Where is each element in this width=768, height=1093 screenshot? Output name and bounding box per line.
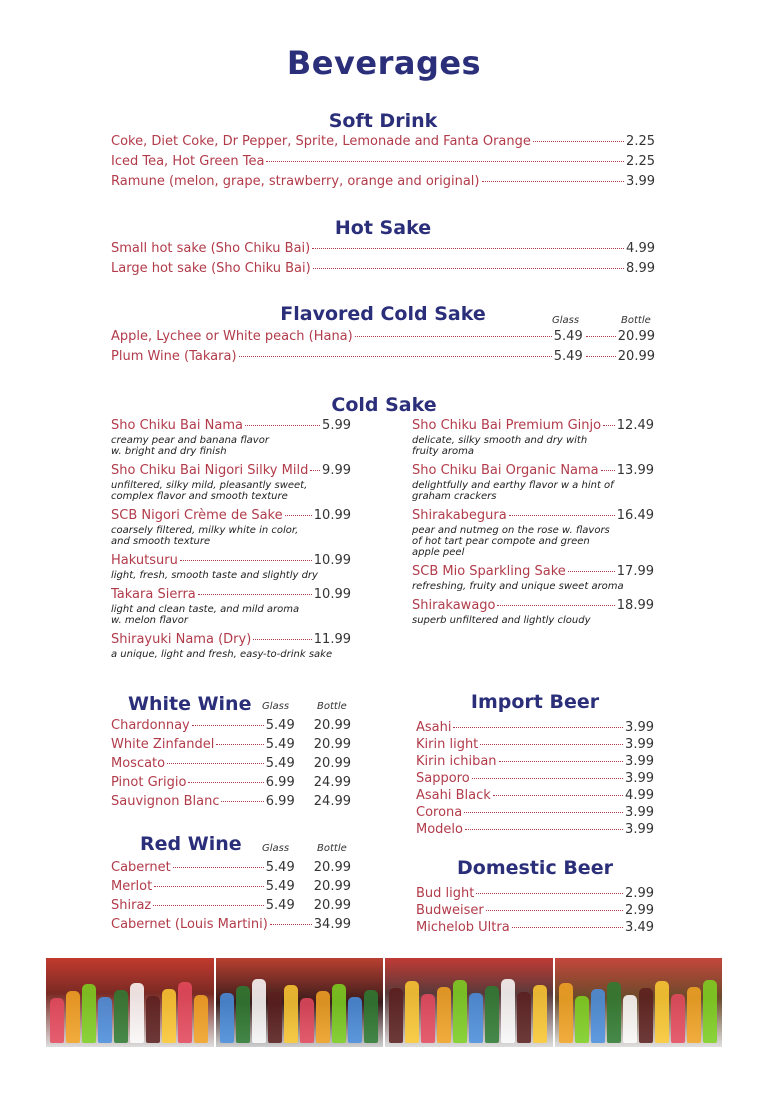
menu-item: SCB Nigori Crème de Sake 10.99 — [111, 508, 351, 523]
menu-item: Small hot sake (Sho Chiku Bai) 4.99 — [111, 241, 655, 256]
dot-leader — [188, 782, 263, 783]
bottle-icon — [178, 982, 192, 1043]
bottle-icon — [485, 986, 499, 1043]
menu-item: Plum Wine (Takara) 5.49 20.99 — [111, 349, 655, 364]
menu-item: Hakutsuru 10.99 — [111, 553, 351, 568]
bottle-icon — [236, 986, 250, 1043]
dot-leader — [480, 744, 623, 745]
bottle-icon — [316, 991, 330, 1043]
bottle-label: Bottle — [317, 843, 347, 854]
flavored-cold-sake-section — [111, 303, 655, 369]
dot-leader — [476, 893, 623, 894]
bottle-icon — [639, 988, 653, 1043]
dot-leader — [493, 795, 623, 796]
bottle-icon — [98, 997, 112, 1043]
menu-item: Coke, Diet Coke, Dr Pepper, Sprite, Lemonade and Fanta Orange 2.25 — [111, 134, 655, 149]
bottle-icon — [703, 980, 717, 1043]
bottle-icon — [130, 983, 144, 1043]
dot-leader — [453, 727, 623, 728]
glass-label: Glass — [262, 701, 290, 712]
sake-item — [412, 564, 654, 592]
bottle-label: Bottle — [317, 701, 347, 712]
menu-item: Budweiser 2.99 — [416, 903, 654, 918]
menu-item: Kirin ichiban 3.99 — [416, 754, 654, 769]
item-description: light, fresh, smooth taste and slightly dry — [111, 570, 318, 581]
dot-leader — [486, 910, 623, 911]
menu-item: Kirin light 3.99 — [416, 737, 654, 752]
bottle-icon — [421, 994, 435, 1043]
bottle-icon — [364, 990, 378, 1043]
item-description: refreshing, fruity and unique sweet aroma — [412, 581, 624, 592]
dot-leader — [355, 336, 552, 337]
sake-item — [111, 587, 351, 626]
dot-leader — [482, 181, 625, 182]
bottle-icon — [517, 992, 531, 1043]
bottle-icon — [591, 989, 605, 1043]
bottle-icon — [82, 984, 96, 1043]
bottle-label: Bottle — [621, 315, 651, 326]
dot-leader — [253, 639, 312, 640]
bottle-icon — [162, 989, 176, 1043]
sake-photo — [385, 958, 553, 1047]
bottle-icon — [50, 998, 64, 1043]
menu-item: Shirakawago 18.99 — [412, 598, 654, 613]
menu-item: Cabernet (Louis Martini) 34.99 — [111, 917, 351, 932]
bottle-icon — [501, 979, 515, 1043]
section-heading: Flavored Cold Sake — [280, 303, 486, 325]
section-heading: White Wine — [128, 693, 252, 715]
item-description: apple peel — [412, 547, 465, 558]
section-heading: Import Beer — [470, 691, 600, 713]
dot-leader — [601, 470, 615, 471]
menu-item: Corona 3.99 — [416, 805, 654, 820]
menu-item: Takara Sierra 10.99 — [111, 587, 351, 602]
item-description: light and clean taste, and mild aroma — [111, 604, 300, 615]
menu-item: Iced Tea, Hot Green Tea 2.25 — [111, 154, 655, 169]
bottle-icon — [437, 987, 451, 1043]
menu-item: Bud light 2.99 — [416, 886, 654, 901]
bottle-icon — [607, 982, 621, 1043]
bottle-icon — [687, 987, 701, 1043]
menu-item: Sho Chiku Bai Nama 5.99 — [111, 418, 351, 433]
dot-leader — [173, 867, 264, 868]
item-description: w. bright and dry finish — [111, 446, 227, 457]
soft-drink-section — [111, 110, 655, 194]
menu-item: Merlot 5.49 20.99 — [111, 879, 351, 894]
dot-leader — [313, 268, 624, 269]
item-description: complex flavor and smooth texture — [111, 491, 288, 502]
bottle-icon — [533, 985, 547, 1043]
dot-leader — [192, 725, 264, 726]
page-title: Beverages — [286, 44, 482, 82]
beverage-photo-strip — [46, 958, 722, 1047]
menu-item: Michelob Ultra 3.49 — [416, 920, 654, 935]
dot-leader — [464, 812, 623, 813]
dot-leader — [154, 886, 264, 887]
bottle-icon — [194, 995, 208, 1043]
menu-item: Sauvignon Blanc 6.99 24.99 — [111, 794, 351, 809]
item-description: creamy pear and banana flavor — [111, 435, 269, 446]
bottle-icon — [671, 994, 685, 1043]
dot-leader — [568, 571, 615, 572]
menu-item: Moscato 5.49 20.99 — [111, 756, 351, 771]
dot-leader — [216, 744, 263, 745]
dot-leader — [497, 605, 614, 606]
bottle-icon — [114, 990, 128, 1043]
item-description: pear and nutmeg on the rose w. flavors — [412, 525, 610, 536]
sake-item — [412, 508, 654, 558]
bottle-icon — [300, 998, 314, 1043]
bottle-icon — [469, 993, 483, 1043]
wine-photo — [216, 958, 384, 1047]
dot-leader — [512, 927, 623, 928]
item-description: of hot tart pear compote and green — [412, 536, 590, 547]
menu-item: Sho Chiku Bai Nigori Silky Mild 9.99 — [111, 463, 351, 478]
bottle-icon — [655, 981, 669, 1043]
bottle-icon — [575, 996, 589, 1043]
section-heading: Red Wine — [140, 833, 242, 855]
menu-item: Apple, Lychee or White peach (Hana) 5.49 20.99 — [111, 329, 655, 344]
import-beer-section — [416, 691, 654, 839]
menu-item: Shirakabegura 16.49 — [412, 508, 654, 523]
section-heading: Soft Drink — [328, 110, 438, 132]
menu-item: Sho Chiku Bai Organic Nama 13.99 — [412, 463, 654, 478]
dot-leader — [153, 905, 264, 906]
dot-leader — [221, 801, 263, 802]
bottle-icon — [332, 984, 346, 1043]
bottle-icon — [146, 996, 160, 1043]
glass-label: Glass — [262, 843, 290, 854]
domestic-beer-section — [416, 857, 654, 937]
cold-sake-right — [412, 418, 654, 632]
item-description: fruity aroma — [412, 446, 474, 457]
ramune-photo — [46, 958, 214, 1047]
dot-leader — [198, 594, 312, 595]
menu-item: Asahi 3.99 — [416, 720, 654, 735]
red-wine-section — [111, 833, 351, 936]
section-heading: Hot Sake — [334, 217, 432, 239]
menu-item: Shiraz 5.49 20.99 — [111, 898, 351, 913]
item-description: and smooth texture — [111, 536, 211, 547]
item-description: unfiltered, silky mild, pleasantly sweet, — [111, 480, 308, 491]
cold-sake-left — [111, 418, 351, 666]
item-description: a unique, light and fresh, easy-to-drink sake — [111, 649, 333, 660]
dot-leader — [239, 356, 552, 357]
menu-item: SCB Mio Sparkling Sake 17.99 — [412, 564, 654, 579]
menu-item: White Zinfandel 5.49 20.99 — [111, 737, 351, 752]
sake-item — [412, 418, 654, 457]
dot-leader — [603, 425, 615, 426]
item-description: w. melon flavor — [111, 615, 188, 626]
bottle-icon — [220, 993, 234, 1043]
item-description: coarsely filtered, milky white in color, — [111, 525, 299, 536]
dot-leader — [285, 515, 312, 516]
bottle-icon — [559, 983, 573, 1043]
dot-leader — [312, 248, 624, 249]
dot-leader — [310, 470, 320, 471]
dot-leader — [509, 515, 615, 516]
bottle-icon — [453, 980, 467, 1043]
item-description: delightfully and earthy flavor w a hint of — [412, 480, 614, 491]
bottle-icon — [389, 988, 403, 1043]
bottle-icon — [66, 991, 80, 1043]
menu-item: Pinot Grigio 6.99 24.99 — [111, 775, 351, 790]
sake-item — [111, 463, 351, 502]
bottle-icon — [284, 985, 298, 1043]
menu-item: Chardonnay 5.49 20.99 — [111, 718, 351, 733]
item-description: delicate, silky smooth and dry with — [412, 435, 588, 446]
menu-item: Asahi Black 4.99 — [416, 788, 654, 803]
bottle-icon — [348, 997, 362, 1043]
white-wine-section — [111, 693, 351, 813]
section-heading: Cold Sake — [331, 394, 437, 416]
dot-leader — [266, 161, 624, 162]
sake-item — [412, 598, 654, 626]
sake-item — [111, 418, 351, 457]
dot-leader — [167, 763, 264, 764]
menu-item: Modelo 3.99 — [416, 822, 654, 837]
item-description: graham crackers — [412, 491, 497, 502]
bottle-icon — [268, 992, 282, 1043]
menu-item: Ramune (melon, grape, strawberry, orange and original) 3.99 — [111, 174, 655, 189]
item-description: superb unfiltered and lightly cloudy — [412, 615, 591, 626]
dot-leader — [245, 425, 320, 426]
menu-item: Cabernet 5.49 20.99 — [111, 860, 351, 875]
beer-photo — [555, 958, 723, 1047]
menu-item: Large hot sake (Sho Chiku Bai) 8.99 — [111, 261, 655, 276]
hot-sake-section — [111, 217, 655, 281]
menu-item: Sho Chiku Bai Premium Ginjo 12.49 — [412, 418, 654, 433]
section-heading: Domestic Beer — [457, 857, 613, 879]
sake-item — [111, 553, 351, 581]
sake-item — [412, 463, 654, 502]
menu-item: Shirayuki Nama (Dry) 11.99 — [111, 632, 351, 647]
dot-leader — [180, 560, 312, 561]
menu-item: Sapporo 3.99 — [416, 771, 654, 786]
bottle-icon — [623, 995, 637, 1043]
dot-leader — [465, 829, 623, 830]
bottle-icon — [252, 979, 266, 1043]
sake-item — [111, 632, 351, 660]
sake-item — [111, 508, 351, 547]
dot-leader — [472, 778, 623, 779]
dot-leader — [499, 761, 624, 762]
glass-label: Glass — [552, 315, 580, 326]
dot-leader — [533, 141, 624, 142]
bottle-icon — [405, 981, 419, 1043]
